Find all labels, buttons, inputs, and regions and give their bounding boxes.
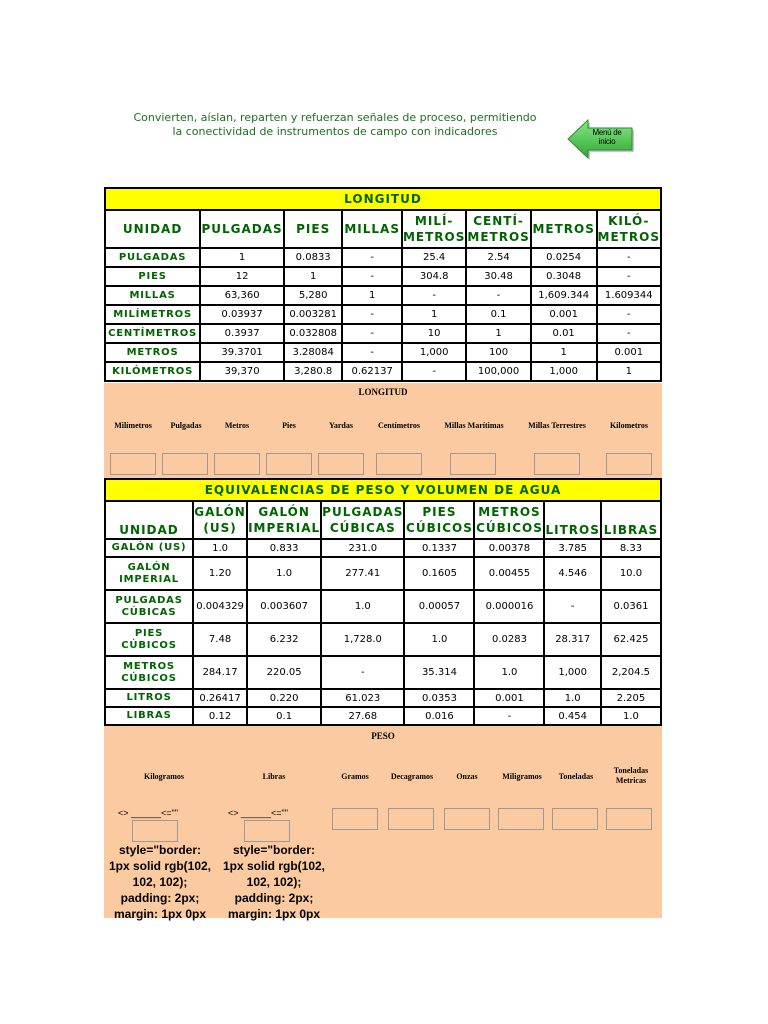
onzas-input[interactable] bbox=[444, 808, 490, 830]
cell: 1 bbox=[285, 268, 341, 285]
table-row bbox=[106, 591, 660, 622]
cell: 1.0 bbox=[545, 690, 599, 706]
peso-header-litros: LITROS bbox=[545, 502, 599, 538]
cell: 25.4 bbox=[403, 249, 465, 266]
peso-header-pies-cubicos: PIES CÚBICOS bbox=[405, 502, 473, 538]
millas-maritimas-input[interactable] bbox=[450, 453, 496, 475]
peso-header-libras: LIBRAS bbox=[602, 502, 660, 538]
cell: - bbox=[403, 363, 465, 380]
row-label: METROS bbox=[106, 344, 199, 361]
cell: 0.62137 bbox=[343, 363, 401, 380]
longitud-header-metros: METROS bbox=[532, 211, 596, 247]
metros-input[interactable] bbox=[214, 453, 260, 475]
kilogramos-input[interactable] bbox=[132, 820, 178, 842]
table-row bbox=[106, 325, 660, 342]
cell: - bbox=[343, 344, 401, 361]
row-label: PIES CÚBICOS bbox=[106, 624, 192, 655]
toneladas-input[interactable] bbox=[552, 808, 598, 830]
cell: - bbox=[343, 325, 401, 342]
cell: 0.833 bbox=[248, 540, 320, 556]
cell: 0.0254 bbox=[532, 249, 596, 266]
cell: 1.0 bbox=[248, 558, 320, 589]
table-row bbox=[106, 657, 660, 688]
longitud-header-pulgadas: PULGADAS bbox=[201, 211, 283, 247]
peso-header-pulgadas-cubicas: PULGADAS CÚBICAS bbox=[322, 502, 403, 538]
cell: 231.0 bbox=[322, 540, 403, 556]
cell: 1.0 bbox=[405, 624, 473, 655]
row-label: PULGADAS CÚBICAS bbox=[106, 591, 192, 622]
cell: 1 bbox=[532, 344, 596, 361]
longitud-header-centimetros: CENTÍ- METROS bbox=[467, 211, 529, 247]
intro-line-1: Convierten, aíslan, reparten y refuerzan señales de proceso, permitiendo bbox=[133, 111, 537, 124]
cell: 100,000 bbox=[467, 363, 529, 380]
kilometros-input[interactable] bbox=[606, 453, 652, 475]
label-centimetros: Centímetros bbox=[377, 421, 421, 430]
cell: 3.28084 bbox=[285, 344, 341, 361]
longitud-table bbox=[104, 187, 662, 382]
yardas-input[interactable] bbox=[318, 453, 364, 475]
row-label: PIES bbox=[106, 268, 199, 285]
cell: 63,360 bbox=[201, 287, 283, 304]
cell: 61.023 bbox=[322, 690, 403, 706]
cell: 35.314 bbox=[405, 657, 473, 688]
longitud-header-pies: PIES bbox=[285, 211, 341, 247]
intro-text bbox=[130, 111, 540, 139]
table-row bbox=[106, 624, 660, 655]
cell: - bbox=[545, 591, 599, 622]
cell: 0.00057 bbox=[405, 591, 473, 622]
row-label: KILÓMETROS bbox=[106, 363, 199, 380]
cell: 0.0833 bbox=[285, 249, 341, 266]
cell: 7.48 bbox=[194, 624, 246, 655]
cell: - bbox=[598, 325, 660, 342]
milimetros-input[interactable] bbox=[110, 453, 156, 475]
cell: 2.54 bbox=[467, 249, 529, 266]
table-row bbox=[106, 558, 660, 589]
cell: 100 bbox=[467, 344, 529, 361]
label-pies: Pies bbox=[282, 421, 296, 430]
cell: 0.1337 bbox=[405, 540, 473, 556]
cell: 1 bbox=[201, 249, 283, 266]
cell: 0.12 bbox=[194, 708, 246, 724]
cell: 10 bbox=[403, 325, 465, 342]
cell: 1,728.0 bbox=[322, 624, 403, 655]
pies-input[interactable] bbox=[266, 453, 312, 475]
cell: - bbox=[403, 287, 465, 304]
table-row bbox=[106, 540, 660, 556]
cell: 28.317 bbox=[545, 624, 599, 655]
longitud-header-millas: MILLAS bbox=[343, 211, 401, 247]
row-label: MILÍMETROS bbox=[106, 306, 199, 323]
cell: 1,609.344 bbox=[532, 287, 596, 304]
longitud-converter-title: LONGITUD bbox=[358, 387, 408, 397]
label-gramos: Gramos bbox=[341, 772, 369, 781]
cell: 0.454 bbox=[545, 708, 599, 724]
libras-input[interactable] bbox=[244, 820, 290, 842]
label-decagramos: Decagramos bbox=[390, 772, 434, 781]
cell: 3.785 bbox=[545, 540, 599, 556]
longitud-title: LONGITUD bbox=[106, 189, 660, 209]
cell: 5,280 bbox=[285, 287, 341, 304]
row-label: CENTÍMETROS bbox=[106, 325, 199, 342]
cell: 6.232 bbox=[248, 624, 320, 655]
cell: - bbox=[467, 287, 529, 304]
cell: 1 bbox=[467, 325, 529, 342]
toneladas-metricas-input[interactable] bbox=[606, 808, 652, 830]
cell: 0.1605 bbox=[405, 558, 473, 589]
table-row bbox=[106, 306, 660, 323]
cell: 0.03937 bbox=[201, 306, 283, 323]
label-millas-terrestres: Millas Terrestres bbox=[528, 421, 586, 430]
cell: 0.0361 bbox=[602, 591, 660, 622]
kilogramos-code-fragment: <> ______<="" bbox=[118, 808, 178, 818]
cell: 2,204.5 bbox=[602, 657, 660, 688]
cell: 1,000 bbox=[545, 657, 599, 688]
cell: 0.003607 bbox=[248, 591, 320, 622]
cell: 3,280.8 bbox=[285, 363, 341, 380]
table-row bbox=[106, 344, 660, 361]
peso-header-unidad: UNIDAD bbox=[106, 502, 192, 538]
cell: 2.205 bbox=[602, 690, 660, 706]
cell: 1 bbox=[598, 363, 660, 380]
cell: 220.05 bbox=[248, 657, 320, 688]
cell: 1 bbox=[343, 287, 401, 304]
peso-converter-title: PESO bbox=[371, 731, 395, 741]
label-miligramos: Miligramos bbox=[502, 772, 542, 781]
table-row bbox=[106, 287, 660, 304]
table-row bbox=[106, 249, 660, 266]
row-label: GALÓN IMPERIAL bbox=[106, 558, 192, 589]
cell: 1.20 bbox=[194, 558, 246, 589]
cell: 1,000 bbox=[403, 344, 465, 361]
label-kilogramos: Kilogramos bbox=[144, 772, 184, 781]
cell: 304.8 bbox=[403, 268, 465, 285]
style-code-text-left: style="border: 1px solid rgb(102, 102, 102); padding: 2px; margin: 1px 0px bbox=[108, 843, 212, 921]
home-menu-label: Menú de inicio bbox=[592, 128, 622, 146]
cell: 39,370 bbox=[201, 363, 283, 380]
libras-code-fragment: <> ______<="" bbox=[228, 808, 288, 818]
peso-header-galon-us: GALÓN (US) bbox=[194, 502, 246, 538]
cell: 39.3701 bbox=[201, 344, 283, 361]
label-libras: Libras bbox=[262, 772, 286, 781]
peso-volumen-title: EQUIVALENCIAS DE PESO Y VOLUMEN DE AGUA bbox=[106, 480, 660, 500]
cell: 0.004329 bbox=[194, 591, 246, 622]
cell: 277.41 bbox=[322, 558, 403, 589]
label-yardas: Yardas bbox=[328, 421, 353, 430]
cell: - bbox=[598, 306, 660, 323]
row-label: GALÓN (US) bbox=[106, 540, 192, 556]
row-label: LIBRAS bbox=[106, 708, 192, 724]
cell: 0.032808 bbox=[285, 325, 341, 342]
cell: 0.1 bbox=[248, 708, 320, 724]
cell: - bbox=[343, 268, 401, 285]
cell: 1,000 bbox=[532, 363, 596, 380]
label-millas-maritimas: Millas Marítimas bbox=[444, 421, 504, 430]
cell: 0.0353 bbox=[405, 690, 473, 706]
label-toneladas: Toneladas bbox=[558, 772, 594, 781]
style-code-text-right: style="border: 1px solid rgb(102, 102, 102); padding: 2px; margin: 1px 0px bbox=[222, 843, 326, 921]
pulgadas-input[interactable] bbox=[162, 453, 208, 475]
cell: 0.0283 bbox=[475, 624, 543, 655]
intro-line-2: la conectividad de instrumentos de campo con indicadores bbox=[172, 125, 498, 138]
longitud-header-kilometros: KILÓ- METROS bbox=[598, 211, 660, 247]
cell: 0.016 bbox=[405, 708, 473, 724]
millas-terrestres-input[interactable] bbox=[534, 453, 580, 475]
cell: 0.00455 bbox=[475, 558, 543, 589]
cell: 1.0 bbox=[475, 657, 543, 688]
cell: 30.48 bbox=[467, 268, 529, 285]
gramos-input[interactable] bbox=[332, 808, 378, 830]
cell: 0.00378 bbox=[475, 540, 543, 556]
cell: 0.001 bbox=[532, 306, 596, 323]
peso-volumen-table bbox=[104, 478, 662, 726]
label-onzas: Onzas bbox=[456, 772, 478, 781]
row-label: MILLAS bbox=[106, 287, 199, 304]
cell: 62.425 bbox=[602, 624, 660, 655]
cell: 10.0 bbox=[602, 558, 660, 589]
cell: - bbox=[343, 249, 401, 266]
table-row bbox=[106, 268, 660, 285]
cell: 1.0 bbox=[194, 540, 246, 556]
cell: 0.1 bbox=[467, 306, 529, 323]
cell: - bbox=[598, 249, 660, 266]
label-metros: Metros bbox=[224, 421, 250, 430]
label-milimetros: Milímetros bbox=[114, 421, 152, 430]
cell: 4.546 bbox=[545, 558, 599, 589]
cell: 27.68 bbox=[322, 708, 403, 724]
home-menu-button[interactable] bbox=[566, 118, 634, 160]
row-label: PULGADAS bbox=[106, 249, 199, 266]
peso-header-galon-imperial: GALÓN IMPERIAL bbox=[248, 502, 320, 538]
row-label: LITROS bbox=[106, 690, 192, 706]
cell: 0.01 bbox=[532, 325, 596, 342]
cell: - bbox=[475, 708, 543, 724]
cell: 1.609344 bbox=[598, 287, 660, 304]
cell: 0.001 bbox=[598, 344, 660, 361]
cell: 1.0 bbox=[322, 591, 403, 622]
cell: - bbox=[598, 268, 660, 285]
miligramos-input[interactable] bbox=[498, 808, 544, 830]
cell: 1.0 bbox=[602, 708, 660, 724]
decagramos-input[interactable] bbox=[388, 808, 434, 830]
row-label: METROS CÚBICOS bbox=[106, 657, 192, 688]
label-kilometros: Kilometros bbox=[609, 421, 649, 430]
table-row bbox=[106, 363, 660, 380]
cell: 0.003281 bbox=[285, 306, 341, 323]
cell: 12 bbox=[201, 268, 283, 285]
longitud-header-milimetros: MILÍ- METROS bbox=[403, 211, 465, 247]
cell: - bbox=[322, 657, 403, 688]
cell: 0.26417 bbox=[194, 690, 246, 706]
cell: 284.17 bbox=[194, 657, 246, 688]
cell: 0.220 bbox=[248, 690, 320, 706]
centimetros-input[interactable] bbox=[376, 453, 422, 475]
cell: 0.001 bbox=[475, 690, 543, 706]
cell: - bbox=[343, 306, 401, 323]
peso-header-metros-cubicos: METROS CÚBICOS bbox=[475, 502, 543, 538]
cell: 0.3048 bbox=[532, 268, 596, 285]
label-pulgadas: Pulgadas bbox=[170, 421, 202, 430]
cell: 0.000016 bbox=[475, 591, 543, 622]
cell: 0.3937 bbox=[201, 325, 283, 342]
longitud-header-unidad: UNIDAD bbox=[106, 211, 199, 247]
table-row bbox=[106, 708, 660, 724]
cell: 1 bbox=[403, 306, 465, 323]
label-toneladas-metricas: Toneladas Metricas bbox=[613, 766, 649, 785]
cell: 8.33 bbox=[602, 540, 660, 556]
table-row bbox=[106, 690, 660, 706]
